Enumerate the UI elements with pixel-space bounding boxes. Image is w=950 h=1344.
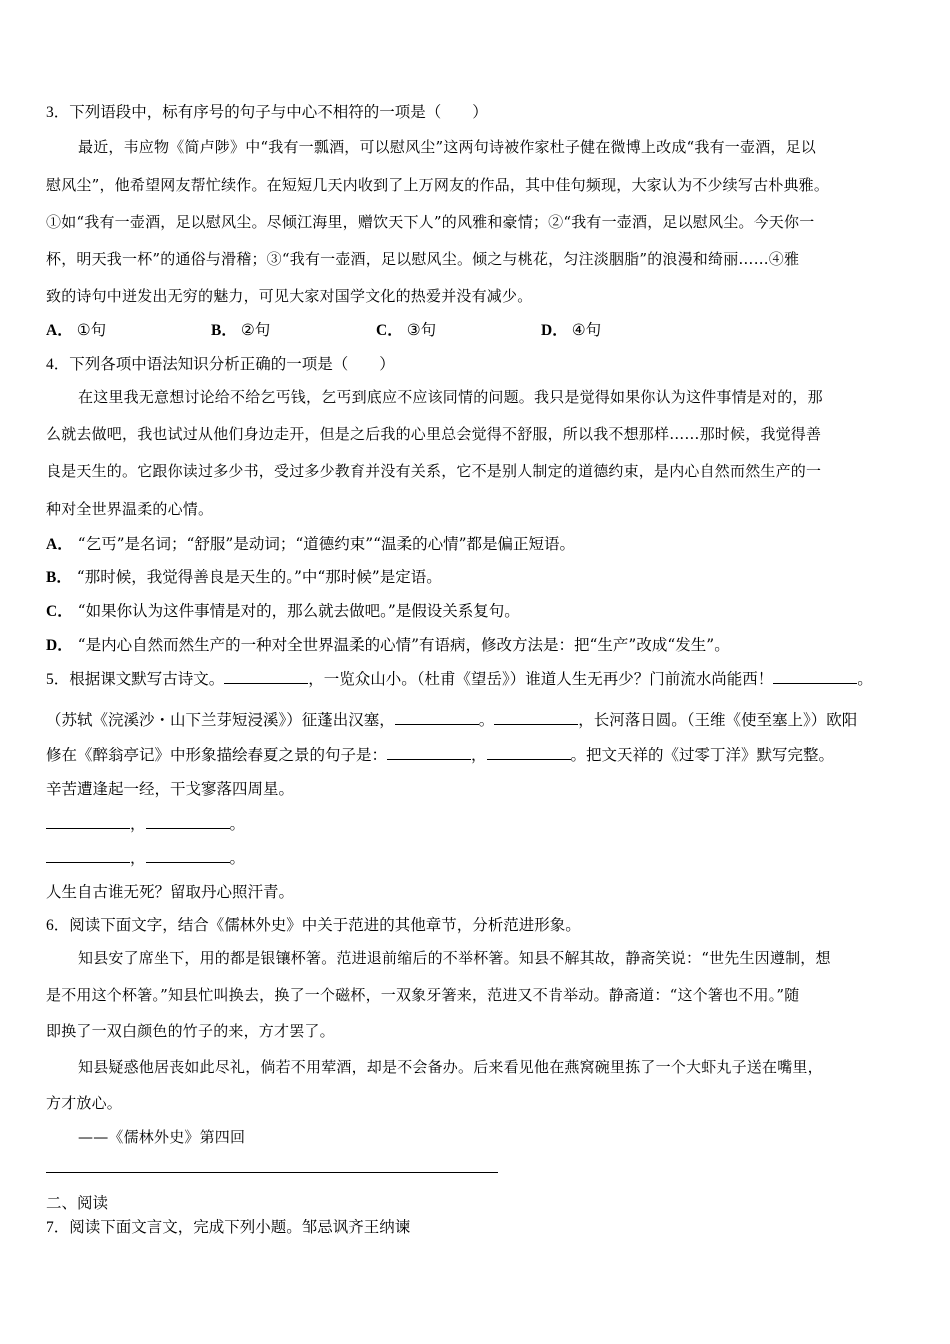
question-7-stem: 7．阅读下面文言文，完成下列小题。邹忌讽齐王纳谏: [46, 1218, 411, 1236]
q3-option-c[interactable]: C． ③句: [376, 321, 437, 339]
answer-blank[interactable]: [146, 848, 230, 863]
q6-passage-line: 是不用这个杯箸。”知县忙叫换去，换了一个磁杯，一双象牙箸来，范进又不肯举动。静斋道：“这个箸也不用。”随: [46, 986, 800, 1004]
question-3-stem: 3．下列语段中，标有序号的句子与中心不相符的一项是（ ）: [46, 103, 488, 121]
q4-passage-line: 种对全世界温柔的心情。: [46, 500, 214, 518]
answer-blank[interactable]: [487, 745, 571, 760]
answer-blank[interactable]: [46, 814, 130, 829]
answer-blank[interactable]: [46, 848, 130, 863]
poem-blank-line: ， 。: [46, 848, 245, 868]
answer-blank[interactable]: [224, 669, 308, 684]
q6-passage-line: 知县安了席坐下，用的都是银镶杯箸。范进退前缩后的不举杯箸。知县不解其故，静斋笑说：“世先生因遵制，想: [78, 949, 831, 967]
q6-passage-line: 方才放心。: [46, 1094, 123, 1112]
q6-source: ——《儒林外史》第四回: [78, 1128, 246, 1146]
q6-passage-line: 即换了一双白颜色的竹子的来，方才罢了。: [46, 1022, 335, 1040]
answer-blank[interactable]: [773, 669, 857, 684]
question-4-stem: 4．下列各项中语法知识分析正确的一项是（ ）: [46, 355, 395, 373]
answer-blank[interactable]: [494, 710, 578, 725]
q3-options: [46, 320, 746, 340]
q3-option-b[interactable]: B． ②句: [211, 321, 271, 339]
q3-passage-line: 慰风尘”，他希望网友帮忙续作。在短短几天内收到了上万网友的作品，其中佳句频现，大家认为不少续写古朴典雅。: [46, 176, 830, 194]
section-2-title: 二、阅读: [46, 1194, 109, 1212]
q4-option-b[interactable]: B． “那时候，我觉得善良是天生的。”中“那时候”是定语。: [46, 568, 442, 586]
q3-passage-line: 致的诗句中迸发出无穷的魅力，可见大家对国学文化的热爱并没有减少。: [46, 287, 533, 305]
q3-passage-line: 杯，明天我一杯”的通俗与滑稽；③“我有一壶酒，足以慰风尘。倾之与桃花，匀注淡胭脂”的浪漫和绮丽……④雅: [46, 250, 800, 268]
poem-blank-line: ， 。: [46, 814, 245, 834]
q4-option-a[interactable]: A． “乞丐”是名词；“舒服”是动词；“道德约束”“温柔的心情”都是偏正短语。: [46, 535, 576, 553]
divider-line: [46, 1172, 498, 1173]
answer-blank[interactable]: [146, 814, 230, 829]
q4-passage-line: 良是天生的。它跟你读过多少书，受过多少教育并没有关系，它不是别人制定的道德约束，是内心自然而然生产的一: [46, 462, 822, 480]
q3-passage-line: 最近，韦应物《简卢陟》中“我有一瓢酒，可以慰风尘”这两句诗被作家杜子健在微博上改成“我有一壶酒，足以: [78, 138, 817, 156]
q4-passage-line: 在这里我无意想讨论给不给乞丐钱，乞丐到底应不应该同情的问题。我只是觉得如果你认为这件事情是对的，那: [78, 388, 823, 406]
q3-option-d[interactable]: D． ④句: [541, 321, 602, 339]
q6-passage-line: 知县疑惑他居丧如此尽礼，倘若不用荤酒，却是不会备办。后来看见他在燕窝碗里拣了一个大虾丸子送在嘴里，: [78, 1058, 823, 1076]
poem-last-line: 人生自古谁无死？留取丹心照汗青。: [46, 883, 295, 901]
answer-blank[interactable]: [387, 745, 471, 760]
question-5-line-2: （苏轼《浣溪沙・山下兰芽短浸溪》）征蓬出汉塞， 。 ，长河落日圆。（王维《使至塞上》）欧阳: [46, 711, 858, 729]
q4-option-c[interactable]: C． “如果你认为这件事情是对的，那么就去做吧。”是假设关系复句。: [46, 602, 520, 620]
question-6-stem: 6．阅读下面文字，结合《儒林外史》中关于范进的其他章节，分析范进形象。: [46, 916, 581, 934]
answer-blank[interactable]: [395, 710, 479, 725]
q4-passage-line: 么就去做吧，我也试过从他们身边走开，但是之后我的心里总会觉得不舒服，所以我不想那样……那时候，我觉得善: [46, 425, 822, 443]
question-5-line-1: 5．根据课文默写古诗文。 ，一览众山小。（杜甫《望岳》）谁道人生无再少？门前流水尚能西！ 。: [46, 670, 873, 688]
poem-first-line: 辛苦遭逢起一经，干戈寥落四周星。: [46, 780, 295, 798]
q3-passage-line: ①如“我有一壶酒，足以慰风尘。尽倾江海里，赠饮天下人”的风雅和豪情；②“我有一壶酒，足以慰风尘。今天你一: [46, 213, 815, 231]
q4-option-d[interactable]: D． “是内心自然而然生产的一种对全世界温柔的心情”有语病，修改方法是：把“生产”改成“发生”。: [46, 636, 730, 654]
q3-option-a[interactable]: A． ①句: [46, 321, 107, 339]
question-5-line-3: 修在《醉翁亭记》中形象描绘春夏之景的句子是： ， 。把文天祥的《过零丁洋》默写完整。: [46, 746, 835, 764]
